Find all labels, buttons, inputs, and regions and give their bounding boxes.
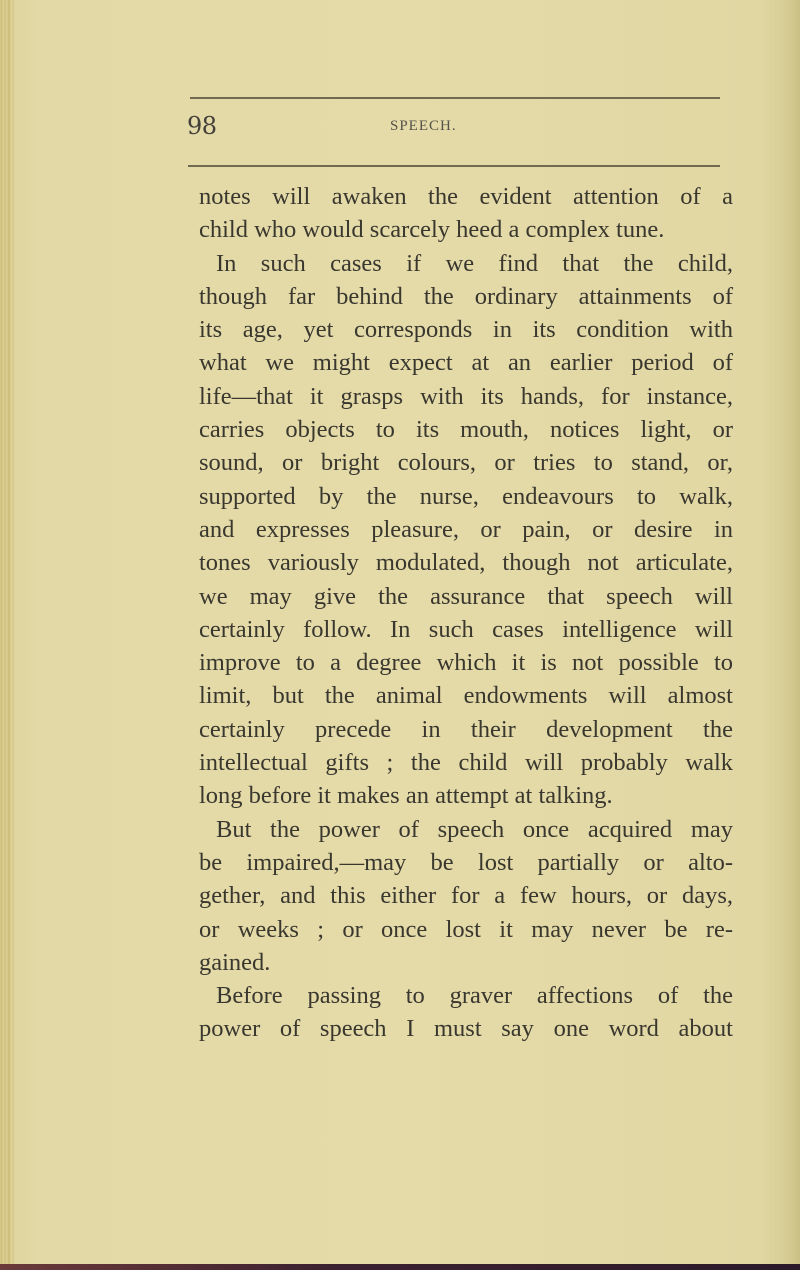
text-line: carries objects to its mouth, notices light, or: [199, 416, 733, 444]
text-line: certainly precede in their development the: [199, 715, 733, 743]
text-line: its age, yet corresponds in its condition with: [199, 316, 733, 344]
text-line: what we might expect at an earlier period of: [199, 349, 733, 377]
text-line: though far behind the ordinary attainments of: [199, 282, 733, 310]
text-line: tones variously modulated, though not articulate,: [199, 549, 733, 577]
page-number: 98: [187, 112, 217, 140]
text-line: or weeks ; or once lost it may never be re-: [199, 915, 733, 943]
text-line: sound, or bright colours, or tries to stand, or,: [199, 449, 733, 477]
text-line: we may give the assurance that speech will: [199, 582, 733, 610]
book-cover-edge: [0, 1264, 800, 1270]
text-line: gether, and this either for a few hours, or days,: [199, 882, 733, 910]
text-line: child who would scarcely heed a complex tune.: [199, 216, 665, 244]
text-line: improve to a degree which it is not possible to: [199, 649, 733, 677]
text-line: power of speech I must say one word about: [199, 1015, 733, 1043]
page-right-edge: [790, 0, 800, 1270]
text-line: But the power of speech once acquired may: [216, 815, 733, 843]
running-head: SPEECH.: [390, 118, 457, 134]
header-rule-top: [190, 97, 720, 99]
text-line: life—that it grasps with its hands, for instance,: [199, 382, 733, 410]
text-line: In such cases if we find that the child,: [216, 249, 733, 277]
text-line: notes will awaken the evident attention of a: [199, 183, 733, 210]
text-line: limit, but the animal endowments will almost: [199, 682, 733, 710]
text-line: certainly follow. In such cases intelligence will: [199, 615, 733, 643]
text-line: long before it makes an attempt at talking.: [199, 782, 613, 810]
text-line: intellectual gifts ; the child will probably walk: [199, 749, 733, 777]
text-line: supported by the nurse, endeavours to walk,: [199, 482, 733, 510]
header-rule-bottom: [188, 165, 720, 167]
text-line: gained.: [199, 948, 271, 976]
text-line: Before passing to graver affections of the: [216, 982, 733, 1010]
text-line: and expresses pleasure, or pain, or desire in: [199, 515, 733, 543]
body-text: [199, 180, 733, 1046]
page-gutter-edge: [0, 0, 14, 1270]
text-line: be impaired,—may be lost partially or alto-: [199, 848, 733, 876]
